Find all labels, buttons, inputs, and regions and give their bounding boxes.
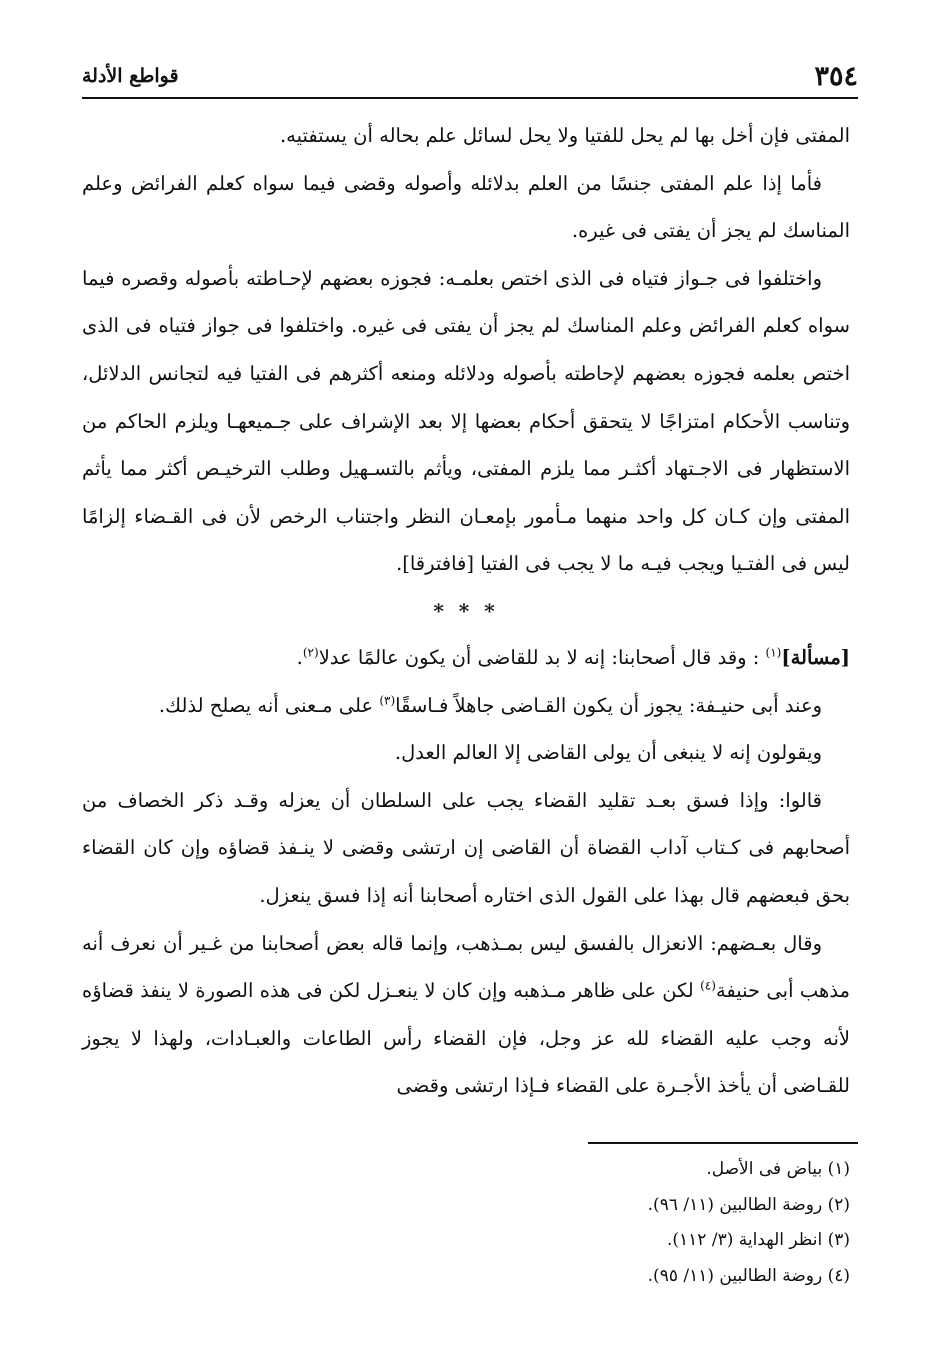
- paragraph-5-a: وعند أبى حنيـفة: يجوز أن يكون القـاضى جاهلاً فـاسقًا: [395, 693, 822, 717]
- section-separator: * * *: [433, 598, 499, 623]
- masala-label: [مسألة]: [781, 645, 850, 669]
- paragraph-8-a: وقال بعـضهم: الانعزال بالفسق ليس بمـذهب، وإنما قاله بعض أصحابنا من غـير أن نعرف أنه مذهب أبى حنيفة: [82, 931, 850, 1003]
- footnote-ref-4[interactable]: (٤): [700, 978, 716, 993]
- paragraph-1: المفتى فإن أخل بها لم يحل للفتيا ولا يحل لسائل علم بحاله أن يستفتيه.: [279, 124, 850, 147]
- masala-paragraph: [82, 634, 850, 682]
- paragraph-5-b: على مـعنى أنه يصلح لذلك.: [158, 693, 380, 717]
- page-number: ٣٥٤: [814, 60, 858, 92]
- footnote-3: (٣) انظر الهداية (٣/ ١١٢).: [666, 1230, 850, 1250]
- footnote-ref-1[interactable]: (١): [765, 645, 782, 660]
- main-text: [82, 112, 850, 1110]
- paragraph-8-b: لكن على ظاهر مـذهبه وإن كان لا ينعـزل لكن فى هذه الصورة لا ينفذ قضاؤه لأنه وجب عليه القضاء لله عز وجل، فإن القضاء رأس الطاعات والعبـادات، ولهذا لا يجوز للقـاضى أن يأخذ الأجـرة على القضاء فـإذا ارتشى وقضى: [82, 979, 850, 1098]
- paragraph-7: قالوا: وإذا فسق بعـد تقليد القضاء يجب على السلطان أن يعزله وقـد ذكر الخصاف من أصحابهم فى كـتاب آداب القضاة أن القاضى إن ارتشى وقضى لا ينـفذ قضاؤه وإن كان القضاء بحق فبعضهم قال بهذا على القول الذى اختاره أصحابنا أنه إذا فسق ينعزل.: [82, 788, 850, 907]
- running-title: قواطع الأدلة: [82, 65, 179, 87]
- paragraph-2: فأما إذا علم المفتى جنسًا من العلم بدلائله وأصوله وقضى فيما سواه كعلم الفرائض وعلم المناسك لم يجز أن يفتى فى غيره.: [82, 171, 850, 243]
- footnote-ref-3[interactable]: (٣): [379, 693, 396, 708]
- header-rule: [82, 97, 858, 99]
- paragraph-6: ويقولون إنه لا ينبغى أن يولى القاضى إلا العالم العدل.: [394, 741, 822, 765]
- paragraph-5: [82, 682, 850, 730]
- footnotes: [82, 1152, 850, 1294]
- masala-end: .: [296, 645, 303, 669]
- footnote-ref-2[interactable]: (٢): [302, 645, 319, 660]
- footnote-rule: [588, 1142, 858, 1144]
- footnote-2: (٢) روضة الطالبين (١١/ ٩٦).: [647, 1194, 850, 1215]
- page-header: [82, 56, 858, 96]
- footnote-4: (٤) روضة الطالبين (١١/ ٩٥).: [647, 1265, 850, 1286]
- footnote-1: (١) بياض فى الأصل.: [706, 1159, 850, 1179]
- paragraph-8: [82, 920, 850, 1110]
- masala-text: : وقد قال أصحابنا: إنه لا بد للقاضى أن يكون عالمًا عدلا: [318, 645, 766, 669]
- paragraph-3: واختلفوا فى جـواز فتياه فى الذى اختص بعلمـه: فجوزه بعضهم لإحـاطته بأصوله وقصره فيما سواه كعلم الفرائض وعلم المناسك لم يجز أن يفتى فى غيره. واختلفوا فى جواز فتياه فى الذى اختص بعلمه فجوزه بعضهم لإحاطته بأصوله ودلائله ومنعه أكثرهم فى الفتيا فيه لتجانس الدلائل، وتناسب الأحكام امتزاجًا لا يتحقق أحكام بعضها إلا بعد الإشراف على جـميعهـا ويلزم الحاكم من الاستظهار فى الاجـتهاد أكثـر مما يلزم المفتى، ويأثم بالتسـهيل وطلب الترخيـص أكثر مما يأثم المفتى وإن كـان كل واحد منهما مـأمور بإمعـان النظر واجتناب الرخص لأن فى القـضاء إلزامًا ليس فى الفتـيا ويجب فيـه ما لا يجب فى الفتيا [فافترقا].: [82, 266, 850, 576]
